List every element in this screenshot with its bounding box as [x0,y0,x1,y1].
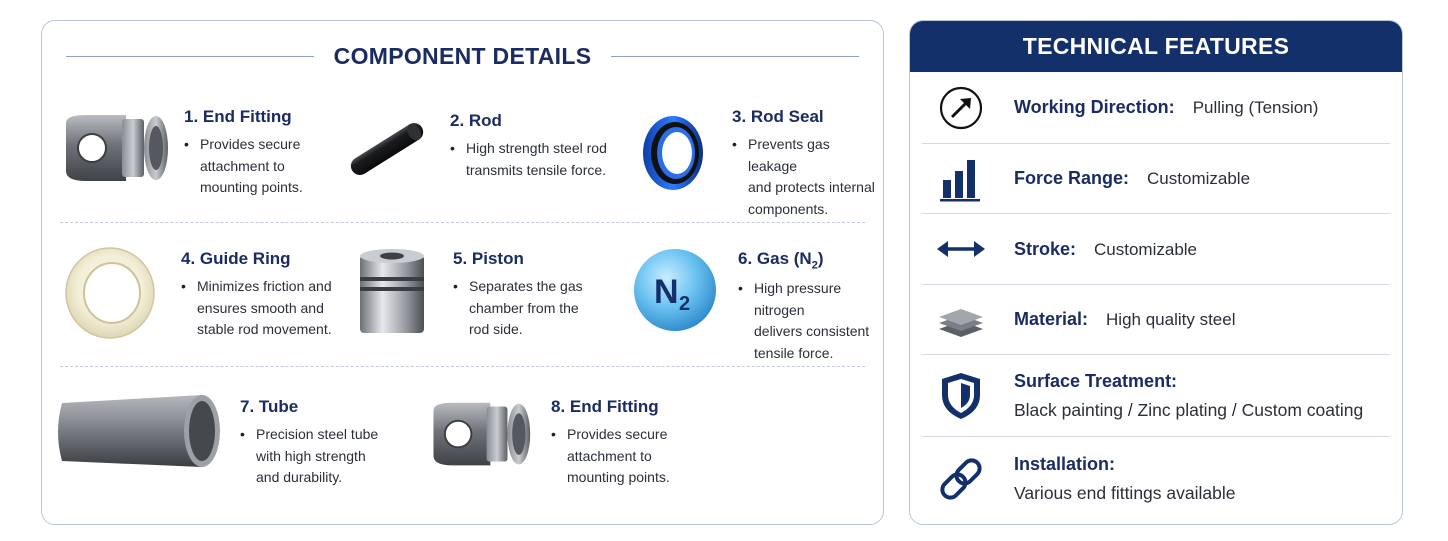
row-divider [60,222,865,223]
component-details-panel [41,20,884,525]
component-description: • High pressure nitrogen delivers consistent tensile force. [738,278,888,364]
layers-icon [930,299,992,341]
feature-value: Black painting / Zinc plating / Custom coating [1014,399,1364,420]
tube-image [52,391,224,478]
title-prefix: 6. Gas (N [738,249,812,268]
arrow-circle-icon [930,84,992,132]
technical-features-panel [909,20,1403,525]
feature-working-direction [922,72,1390,144]
component-title [738,249,888,271]
feature-label: Stroke: [1014,238,1077,259]
component-title: 1. End Fitting [184,107,292,126]
row-divider [60,366,865,367]
heading-rule-right [611,56,859,57]
component-title: 8. End Fitting [551,397,659,416]
component-details-heading [66,41,859,71]
chain-link-icon [930,454,992,504]
component-title: 5. Piston [453,249,524,268]
component-description: • Separates the gas chamber from the rod side. [453,276,603,341]
feature-value: High quality steel [1106,310,1236,329]
component-description: • Provides secure attachment to mounting points. [184,134,354,199]
component-description: • Minimizes friction and ensures smooth and stable rod movement. [181,276,346,341]
heading-rule-left [66,56,314,57]
feature-value: Customizable [1094,239,1198,259]
rod-image [342,113,432,190]
component-title: 3. Rod Seal [732,107,824,126]
feature-surface-treatment [922,355,1390,437]
piston-image [356,247,428,344]
feature-value: Customizable [1147,169,1251,188]
end-fitting-image [56,109,172,194]
component-description: • Provides secure attachment to mounting points. [551,424,721,489]
feature-stroke [922,214,1390,285]
feature-force-range [922,144,1390,214]
component-title: 4. Guide Ring [181,249,291,268]
double-arrow-icon [930,237,992,261]
component-description: • High strength steel rod transmits tensile force. [450,138,630,181]
feature-installation [922,437,1390,521]
feature-value: Pulling (Tension) [1192,98,1319,117]
nitrogen-ball-icon [632,247,718,338]
feature-material [922,285,1390,355]
n2-subscript: 2 [679,293,691,315]
end-fitting-image [424,397,534,478]
n2-symbol: N [654,273,679,311]
component-title: 7. Tube [240,397,299,416]
feature-label: Installation: [1014,454,1116,474]
panel-title: COMPONENT DETAILS [333,42,592,69]
feature-label: Surface Treatment: [1014,370,1178,391]
bar-chart-icon [930,156,992,202]
feature-label: Working Direction: [1014,97,1175,117]
feature-label: Force Range: [1014,168,1130,188]
component-description: • Precision steel tube with high strength and durability. [240,424,410,489]
rod-seal-image [638,113,708,198]
feature-label: Material: [1014,309,1089,329]
component-description: • Prevents gas leakage and protects internal components. [732,134,882,220]
component-title: 2. Rod [450,111,502,130]
shield-icon [930,371,992,421]
panel-title: TECHNICAL FEATURES [910,21,1402,72]
feature-value: Various end fittings available [1014,483,1236,503]
title-subscript: 2 [811,259,818,272]
guide-ring-image [62,245,158,346]
title-suffix: ) [817,249,824,268]
